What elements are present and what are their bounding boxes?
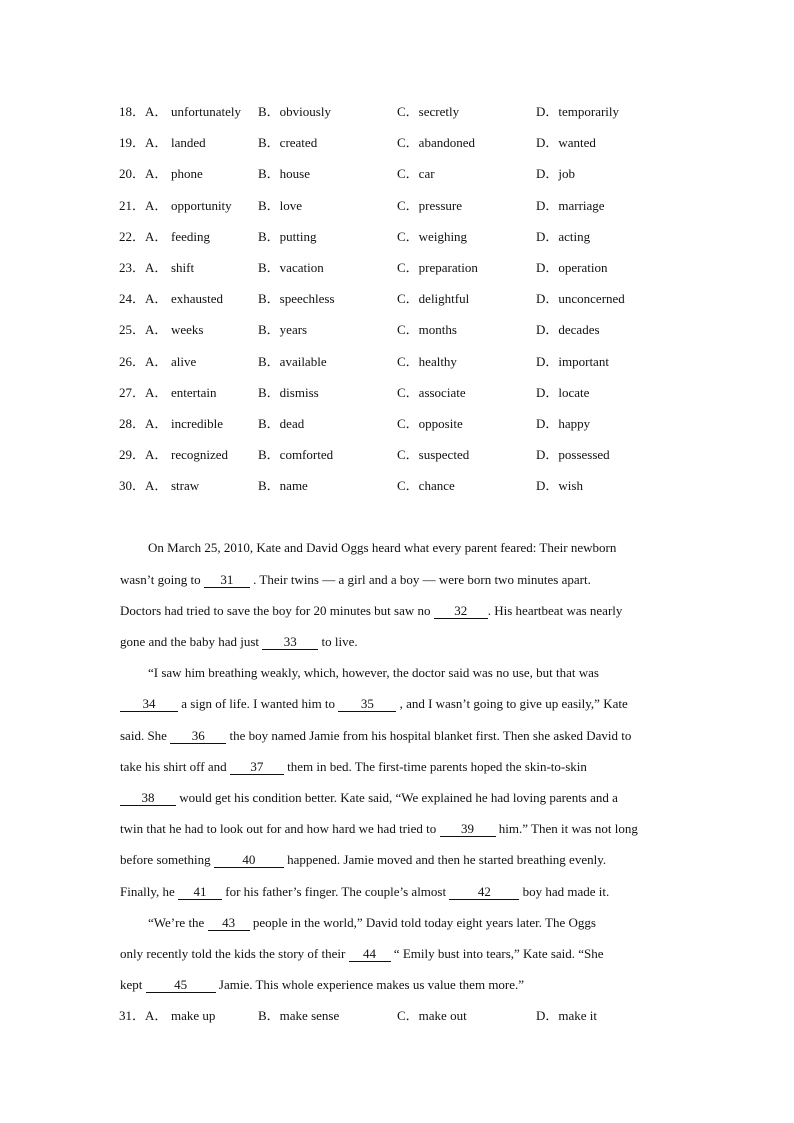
option-c[interactable]: C．pressure	[397, 197, 462, 213]
passage-line	[148, 539, 616, 557]
question-number[interactable]: 23．A．	[119, 260, 168, 275]
question-number[interactable]: 18．A．	[119, 104, 168, 119]
passage-text: people in the world,” David told today eight years later. The Oggs	[249, 915, 596, 930]
question-number[interactable]: 24．A．	[119, 291, 168, 307]
option-b[interactable]: B．created	[258, 135, 318, 151]
passage-line	[120, 571, 591, 589]
passage-text: a sign of life. I wanted him to	[178, 696, 339, 711]
option-d[interactable]: D．happy	[536, 416, 591, 431]
option-d[interactable]: D．decades	[536, 322, 600, 338]
passage-text: wasn’t going to	[120, 572, 204, 587]
option-a[interactable]: exhausted	[171, 291, 223, 307]
passage-text: to live.	[318, 634, 358, 649]
blank-43: 43	[208, 915, 250, 931]
passage-text: . His heartbeat was nearly	[487, 603, 623, 618]
option-a[interactable]: shift	[171, 260, 195, 275]
option-d[interactable]: D．locate	[536, 384, 590, 400]
passage-text: happened. Jamie moved and then he started breathing evenly.	[283, 852, 607, 867]
passage-text: him.” Then it was not long	[495, 821, 638, 836]
passage-text: twin that he had to look out for and how hard we had tried to	[120, 821, 440, 836]
passage-line	[120, 727, 631, 745]
question-number[interactable]: 25．A．	[119, 322, 168, 338]
option-b[interactable]: B．comforted	[258, 447, 334, 463]
option-a[interactable]: alive	[171, 353, 197, 369]
option-row	[0, 353, 794, 371]
option-d[interactable]: D．acting	[536, 228, 591, 244]
passage-text: “We’re the	[148, 915, 208, 930]
option-d[interactable]: D．marriage	[536, 197, 605, 213]
option-row	[0, 446, 794, 464]
option-a[interactable]: straw	[171, 478, 200, 494]
blank-44: 44	[349, 946, 391, 962]
question-number[interactable]: 28．A．	[119, 416, 168, 431]
option-c[interactable]: C．make out	[397, 1008, 467, 1023]
option-row	[0, 384, 794, 402]
option-a[interactable]: incredible	[171, 416, 223, 431]
option-a[interactable]: landed	[171, 135, 206, 151]
passage-text: before something	[120, 852, 214, 867]
blank-32: 32	[434, 603, 488, 619]
option-c[interactable]: C．opposite	[397, 416, 463, 431]
passage-text: them in bed. The first-time parents hoped the skin-to-skin	[283, 759, 587, 774]
question-number[interactable]: 22．A．	[119, 228, 168, 244]
option-a[interactable]: unfortunately	[171, 104, 242, 119]
passage-line	[120, 851, 606, 869]
option-b[interactable]: B．dismiss	[258, 384, 319, 400]
option-c[interactable]: C．delightful	[397, 291, 470, 307]
option-row	[0, 228, 794, 246]
passage-text: On March 25, 2010, Kate and David Oggs heard what every parent feared: Their newborn	[148, 540, 617, 555]
option-d[interactable]: D．important	[536, 353, 609, 369]
question-number[interactable]: 19．A．	[119, 135, 168, 151]
option-a[interactable]: opportunity	[171, 197, 232, 213]
passage-text: for his father’s finger. The couple’s almost	[222, 884, 450, 899]
option-a[interactable]: weeks	[171, 322, 204, 338]
option-a[interactable]: phone	[171, 166, 203, 182]
passage-line	[148, 914, 596, 932]
question-number[interactable]: 27．A．	[119, 384, 168, 400]
option-b[interactable]: B．putting	[258, 228, 317, 244]
option-c[interactable]: C．healthy	[397, 353, 457, 369]
passage-text: the boy named Jamie from his hospital blanket first. Then she asked David to	[226, 728, 632, 743]
passage-line	[120, 789, 618, 807]
option-row	[0, 321, 794, 339]
option-row	[0, 415, 794, 433]
option-a[interactable]: recognized	[171, 447, 229, 463]
passage-line	[120, 820, 638, 838]
blank-42: 42	[449, 884, 519, 900]
passage-text: kept	[120, 977, 146, 992]
option-c[interactable]: C．weighing	[397, 228, 468, 244]
option-d[interactable]: D．operation	[536, 260, 608, 275]
option-b[interactable]: B．make sense	[258, 1008, 340, 1023]
blank-40: 40	[214, 852, 284, 868]
passage-text: Finally, he	[120, 884, 179, 899]
question-number[interactable]: 21．A．	[119, 197, 168, 213]
blank-34: 34	[120, 696, 178, 712]
passage-text: “I saw him breathing weakly, which, however, the doctor said was no use, but that was	[148, 665, 599, 680]
passage-line	[120, 633, 358, 651]
option-row	[0, 290, 794, 308]
option-row	[0, 197, 794, 215]
option-d[interactable]: D．unconcerned	[536, 291, 625, 307]
option-d[interactable]: D．wish	[536, 478, 583, 494]
option-c[interactable]: C．suspected	[397, 447, 470, 463]
passage-line	[120, 758, 587, 776]
passage-text: Doctors had tried to save the boy for 20 minutes but saw no	[120, 603, 434, 618]
option-row	[0, 1007, 794, 1025]
option-b[interactable]: B．available	[258, 353, 327, 369]
option-c[interactable]: C．preparation	[397, 260, 478, 275]
option-row	[0, 103, 794, 121]
blank-36: 36	[170, 728, 226, 744]
question-number[interactable]: 29．A．	[119, 447, 168, 463]
passage-text: . Their twins — a girl and a boy — were born two minutes apart.	[249, 572, 591, 587]
question-number[interactable]: 20．A．	[119, 166, 168, 182]
option-b[interactable]: B．obviously	[258, 104, 331, 119]
option-row	[0, 477, 794, 495]
passage-text: only recently told the kids the story of their	[120, 946, 349, 961]
option-a[interactable]: entertain	[171, 384, 217, 400]
passage-line	[120, 945, 604, 963]
blank-41: 41	[178, 884, 222, 900]
passage-text: gone and the baby had just	[120, 634, 263, 649]
option-b[interactable]: B．name	[258, 478, 308, 494]
question-number[interactable]: 26．A．	[119, 353, 168, 369]
option-b[interactable]: B．dead	[258, 416, 305, 431]
option-b[interactable]: B．vacation	[258, 260, 324, 275]
blank-35: 35	[338, 696, 396, 712]
blank-38: 38	[120, 790, 176, 806]
passage-text: said. She	[120, 728, 171, 743]
option-d[interactable]: D．wanted	[536, 135, 596, 151]
option-d[interactable]: D．temporarily	[536, 104, 620, 119]
passage-line	[120, 602, 622, 620]
option-row	[0, 134, 794, 152]
option-b[interactable]: B．speechless	[258, 291, 335, 307]
passage-line	[120, 695, 628, 713]
option-c[interactable]: C．car	[397, 166, 435, 182]
option-c[interactable]: C．chance	[397, 478, 455, 494]
option-d[interactable]: D．possessed	[536, 447, 610, 463]
blank-45: 45	[146, 977, 216, 993]
option-row	[0, 259, 794, 277]
passage-text: , and I wasn’t going to give up easily,” Kate	[396, 696, 628, 711]
option-a[interactable]: make up	[171, 1008, 216, 1023]
blank-31: 31	[204, 572, 250, 588]
option-c[interactable]: C．months	[397, 322, 457, 338]
passage-line	[120, 976, 524, 994]
option-row	[0, 165, 794, 183]
option-a[interactable]: feeding	[171, 228, 210, 244]
option-b[interactable]: B．house	[258, 166, 311, 182]
passage-line	[148, 664, 599, 682]
passage-text: would get his condition better. Kate said, “We explained he had loving parents and a	[176, 790, 618, 805]
option-c[interactable]: C．secretly	[397, 104, 460, 119]
passage-text: boy had made it.	[519, 884, 610, 899]
question-number[interactable]: 30．A．	[119, 478, 168, 494]
question-number[interactable]: 31．A．	[119, 1008, 168, 1023]
passage-text: take his shirt off and	[120, 759, 230, 774]
option-d[interactable]: D．make it	[536, 1008, 598, 1023]
passage-text: “ Emily bust into tears,” Kate said. “She	[390, 946, 604, 961]
blank-37: 37	[230, 759, 284, 775]
option-d[interactable]: D．job	[536, 166, 576, 182]
option-c[interactable]: C．abandoned	[397, 135, 475, 151]
passage-text: Jamie. This whole experience makes us value them more.”	[215, 977, 525, 992]
option-b[interactable]: B．years	[258, 322, 308, 338]
option-b[interactable]: B．love	[258, 197, 303, 213]
blank-39: 39	[440, 821, 496, 837]
blank-33: 33	[262, 634, 318, 650]
option-c[interactable]: C．associate	[397, 384, 466, 400]
passage-line	[120, 883, 609, 901]
